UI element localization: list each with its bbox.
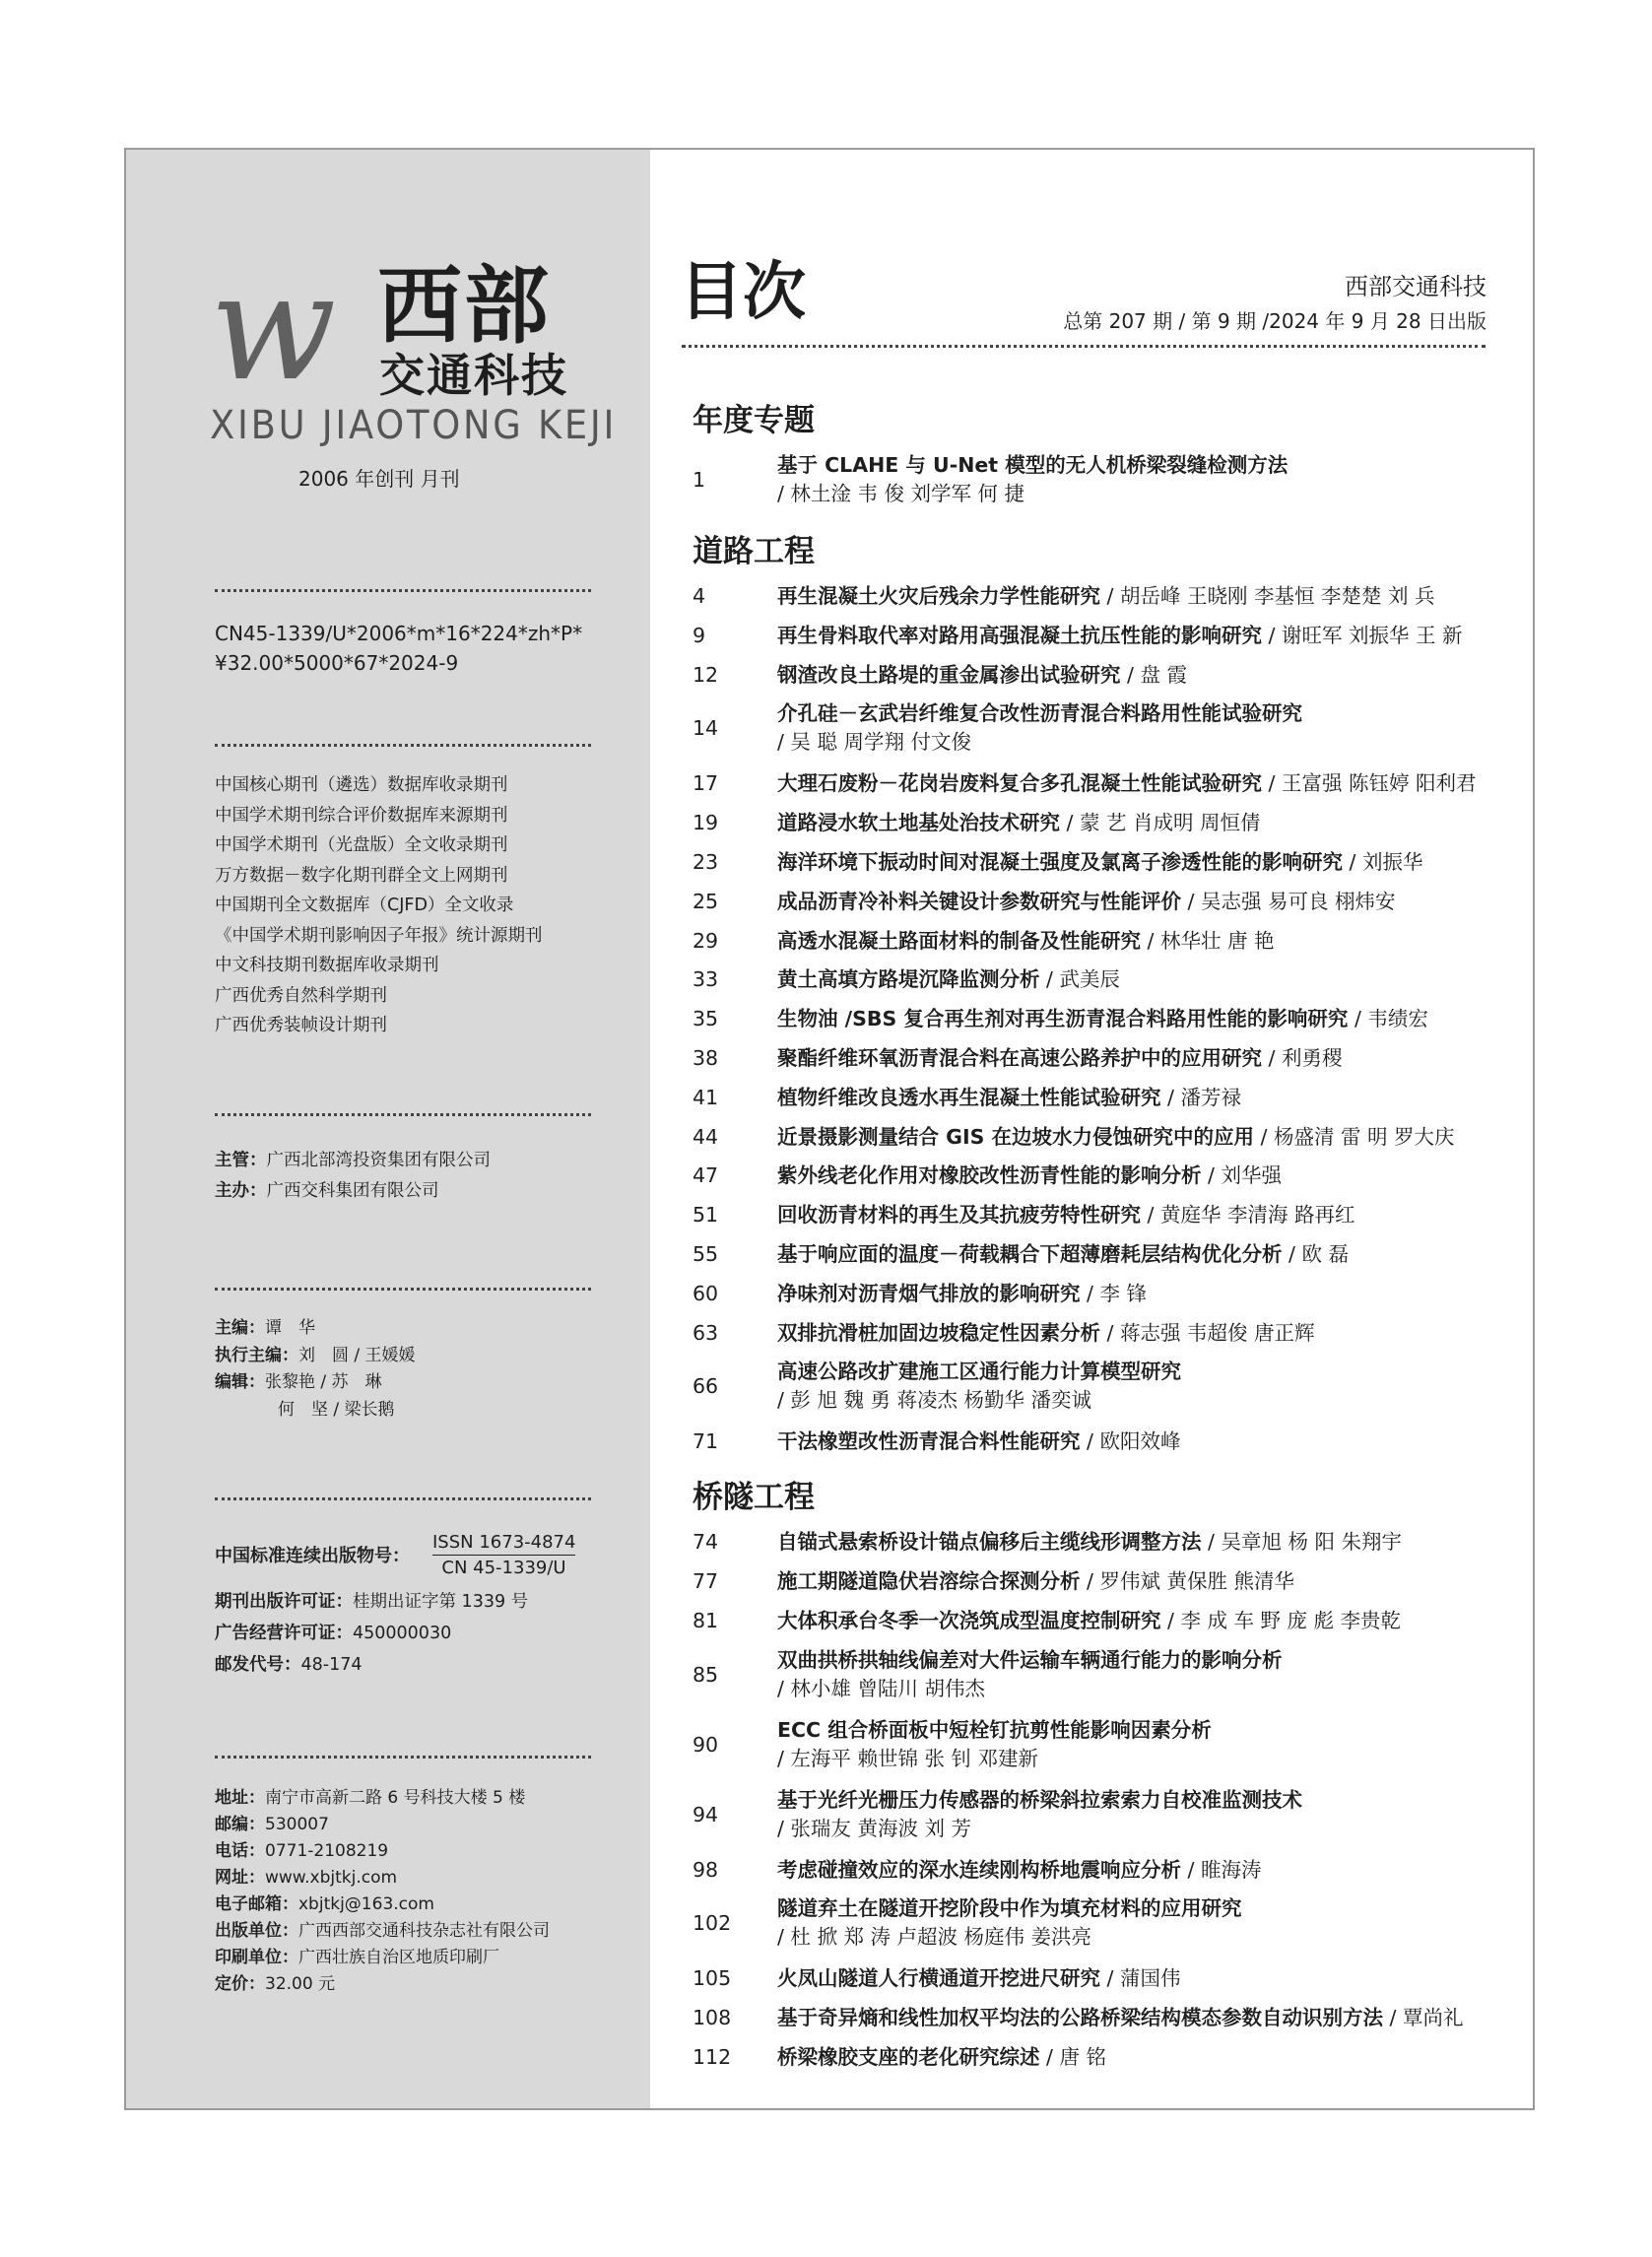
toc-title: 再生骨料取代率对路用高强混凝土抗压性能的影响研究 xyxy=(777,623,1262,647)
license-list xyxy=(215,1586,528,1681)
toc-authors: / 谢旺军 刘振华 王 新 xyxy=(1268,623,1463,647)
toc-title: 再生混凝土火灾后残余力学性能研究 xyxy=(777,584,1100,608)
code-line: CN45-1339/U*2006*m*16*224*zh*P* xyxy=(215,622,583,645)
section-heading: 桥隧工程 xyxy=(693,1480,815,1516)
license-item xyxy=(215,1649,528,1681)
toc-line xyxy=(777,926,1275,957)
divider xyxy=(215,1288,591,1291)
indexing-item: 中文科技期刊数据库收录期刊 xyxy=(215,956,439,975)
toc-line xyxy=(777,1239,1349,1270)
contact-item-value: 32.00 元 xyxy=(265,1974,336,1994)
sponsor-item-label: 主办： xyxy=(215,1180,267,1201)
toc-authors: / 杜 掀 郑 涛 卢超波 杨庭伟 姜洪亮 xyxy=(777,1925,1092,1950)
toc-page-number: 55 xyxy=(693,1242,719,1266)
toc-page-number: 29 xyxy=(693,928,719,953)
toc-authors: / 潘芳禄 xyxy=(1167,1085,1241,1109)
toc-page-number: 77 xyxy=(693,1569,719,1593)
contact-item xyxy=(215,1785,550,1812)
toc-line xyxy=(777,847,1422,878)
toc-page-number: 66 xyxy=(693,1374,719,1399)
indexing-list xyxy=(215,770,543,1041)
divider xyxy=(215,589,591,592)
contact-item-label: 网址： xyxy=(215,1868,265,1888)
toc-line xyxy=(777,1200,1355,1230)
toc-authors: / 韦绩宏 xyxy=(1354,1007,1428,1031)
toc-page-number: 23 xyxy=(693,850,719,874)
toc-title: 海洋环境下振动时间对混凝土强度及氯离子渗透性能的影响研究 xyxy=(777,850,1343,874)
toc-title: 火凤山隧道人行横通道开挖进尺研究 xyxy=(777,1966,1100,1991)
indexing-item: 万方数据－数字化期刊群全文上网期刊 xyxy=(215,865,508,886)
toc-title: 钢渣改良土路堤的重金属渗出试验研究 xyxy=(777,662,1121,687)
editor-item-value: 张黎艳 / 苏 琳 xyxy=(265,1372,382,1392)
toc-authors: / 刘华强 xyxy=(1208,1163,1282,1188)
toc-authors: / 蒙 艺 肖成明 周恒倩 xyxy=(1066,811,1261,835)
toc-title: 植物纤维改良透水再生混凝土性能试验研究 xyxy=(777,1085,1161,1109)
contact-item-value: 南宁市高新二路 6 号科技大楼 5 楼 xyxy=(265,1788,526,1808)
toc-line xyxy=(777,768,1477,799)
toc-page-number: 41 xyxy=(693,1085,719,1109)
logo-name-en: XIBU JIAOTONG KEJI xyxy=(210,403,618,448)
publication-code xyxy=(215,619,582,678)
toc-title: 基于光纤光栅压力传感器的桥梁斜拉索索力自校准监测技术 xyxy=(777,1787,1302,1812)
toc-title: 双曲拱桥拱轴线偏差对大件运输车辆通行能力的影响分析 xyxy=(777,1647,1283,1672)
toc-line xyxy=(777,2003,1463,2033)
toc-authors: / 林土淦 韦 俊 刘学军 何 捷 xyxy=(777,482,1025,505)
contact-item-label: 印刷单位： xyxy=(215,1948,298,1967)
contact-item-value: www.xbjtkj.com xyxy=(265,1868,398,1888)
sponsor-item xyxy=(215,1176,491,1207)
toc-title: 干法橡塑改性沥青混合料性能研究 xyxy=(777,1429,1081,1454)
license-item-label: 广告经营许可证： xyxy=(215,1624,353,1643)
toc-title: 施工期隧道隐伏岩溶综合探测分析 xyxy=(777,1569,1081,1593)
toc-page-number: 81 xyxy=(693,1608,719,1632)
contact-item xyxy=(215,1812,550,1838)
toc-authors: / 林华壮 唐 艳 xyxy=(1147,928,1275,953)
toc-line xyxy=(777,1963,1180,1994)
sponsor-list xyxy=(215,1146,491,1206)
contact-item xyxy=(215,1918,550,1945)
toc-page-number: 44 xyxy=(693,1124,719,1149)
toc-authors: / 左海平 赖世锦 张 钊 邓建新 xyxy=(777,1746,1038,1770)
contact-item-label: 地址： xyxy=(215,1788,265,1808)
logo-name-cn: 西部 xyxy=(377,257,551,356)
toc-title: 高速公路改扩建施工区通行能力计算模型研究 xyxy=(777,1360,1181,1384)
toc-authors: / 刘振华 xyxy=(1349,850,1423,874)
toc-authors: / 李 成 车 野 庞 彪 李贵乾 xyxy=(1167,1608,1402,1632)
toc-line xyxy=(777,1122,1455,1153)
contact-item xyxy=(215,1945,550,1971)
toc-page-number: 33 xyxy=(693,967,719,992)
divider xyxy=(215,1497,591,1500)
page-title: 目次 xyxy=(680,256,806,329)
toc-page-number: 38 xyxy=(693,1046,719,1070)
contact-item-value: 0771-2108219 xyxy=(265,1841,389,1861)
toc-line xyxy=(777,964,1120,995)
toc-page-number: 4 xyxy=(693,584,706,608)
contact-item xyxy=(215,1971,550,1998)
header-divider xyxy=(682,345,1486,348)
contact-item-label: 电话： xyxy=(215,1841,265,1861)
divider xyxy=(215,744,591,747)
toc-authors: / 吴章旭 杨 阳 朱翔宇 xyxy=(1208,1530,1403,1555)
toc-authors: / 胡岳峰 王晓刚 李基恒 李楚楚 刘 兵 xyxy=(1106,584,1435,608)
toc-line xyxy=(777,1855,1261,1886)
divider xyxy=(215,1113,591,1116)
toc-page-number: 90 xyxy=(693,1732,719,1757)
toc-line xyxy=(777,621,1463,651)
toc-line xyxy=(777,1606,1401,1636)
toc-title: 回收沥青材料的再生及其抗疲劳特性研究 xyxy=(777,1203,1141,1228)
toc-page-number: 102 xyxy=(693,1911,732,1936)
editor-item xyxy=(215,1343,416,1370)
issn-number: ISSN 1673-4874 xyxy=(432,1532,576,1553)
toc-page-number: 74 xyxy=(693,1530,719,1555)
toc-authors: / 王富强 陈钰婷 阳利君 xyxy=(1268,771,1477,796)
toc-title: 道路浸水软土地基处治技术研究 xyxy=(777,811,1060,835)
toc-title: 成品沥青冷补料关键设计参数研究与性能评价 xyxy=(777,889,1181,913)
toc-title: 近景摄影测量结合 GIS 在边坡水力侵蚀研究中的应用 xyxy=(777,1124,1254,1149)
toc-title: 桥梁橡胶支座的老化研究综述 xyxy=(777,2045,1040,2069)
editor-list xyxy=(215,1315,416,1424)
toc-authors: / 唐 铭 xyxy=(1046,2045,1106,2069)
toc-authors: / 利勇稷 xyxy=(1268,1046,1343,1070)
toc-title: 考虑碰撞效应的深水连续刚构桥地震响应分析 xyxy=(777,1857,1181,1882)
toc-page-number: 94 xyxy=(693,1802,719,1826)
toc-page-number: 12 xyxy=(693,662,719,687)
toc-authors: / 欧 磊 xyxy=(1289,1242,1349,1266)
toc-page-number: 17 xyxy=(693,771,719,796)
editor-item-value: 刘 圆 / 王媛媛 xyxy=(298,1345,416,1365)
toc-authors: / 欧阳效峰 xyxy=(1087,1429,1181,1454)
divider xyxy=(215,1756,591,1759)
toc-page-number: 51 xyxy=(693,1203,719,1228)
editor-item-label: 执行主编： xyxy=(215,1345,298,1365)
toc-line xyxy=(777,1427,1180,1457)
toc-line xyxy=(777,1279,1147,1309)
contact-item-label: 电子邮箱： xyxy=(215,1894,298,1914)
toc-authors: / 盘 霞 xyxy=(1127,662,1187,687)
toc-title: 双排抗滑桩加固边坡稳定性因素分析 xyxy=(777,1320,1100,1345)
toc-line xyxy=(777,660,1187,691)
toc-line xyxy=(777,1527,1402,1558)
toc-title: ECC 组合桥面板中短栓钉抗剪性能影响因素分析 xyxy=(777,1717,1212,1742)
sponsor-item-value: 广西北部湾投资集团有限公司 xyxy=(266,1151,491,1170)
toc-authors: / 张瑞友 黄海波 刘 芳 xyxy=(777,1816,971,1840)
contact-item-value: xbjtkj@163.com xyxy=(298,1894,434,1914)
toc-authors: / 蒋志强 韦超俊 唐正辉 xyxy=(1106,1320,1315,1345)
indexing-item: 广西优秀自然科学期刊 xyxy=(215,985,387,1006)
editor-item xyxy=(215,1369,416,1397)
code-line: ¥32.00*5000*67*2024-9 xyxy=(215,651,459,675)
toc-line xyxy=(777,2042,1106,2073)
contact-item-label: 出版单位： xyxy=(215,1921,298,1941)
sponsor-item-value: 广西交科集团有限公司 xyxy=(266,1180,439,1201)
toc-title: 大理石废粉－花岗岩废料复合多孔混凝土性能试验研究 xyxy=(777,771,1262,796)
contact-item xyxy=(215,1892,550,1918)
toc-title: 紫外线老化作用对橡胶改性沥青性能的影响分析 xyxy=(777,1163,1202,1188)
toc-authors: / 罗伟斌 黄保胜 熊清华 xyxy=(1087,1569,1294,1593)
toc-title: 隧道弃土在隧道开挖阶段中作为填充材料的应用研究 xyxy=(777,1896,1242,1921)
toc-page-number: 9 xyxy=(693,623,706,647)
toc-line xyxy=(777,1161,1282,1191)
toc-line xyxy=(777,808,1261,838)
indexing-item: 广西优秀装帧设计期刊 xyxy=(215,1016,387,1035)
toc-page-number: 71 xyxy=(693,1429,719,1454)
editor-item-value: 谭 华 xyxy=(265,1318,315,1338)
toc-page-number: 85 xyxy=(693,1662,719,1687)
toc-page-number: 63 xyxy=(693,1320,719,1345)
toc-line xyxy=(777,1043,1342,1074)
sponsor-item-label: 主管： xyxy=(215,1151,267,1170)
toc-authors: / 睢海涛 xyxy=(1187,1857,1262,1882)
toc-authors: / 覃尚礼 xyxy=(1389,2006,1464,2030)
license-item-label: 邮发代号： xyxy=(215,1655,301,1675)
indexing-item: 中国学术期刊（光盘版）全文收录期刊 xyxy=(215,835,508,855)
toc-page-number: 1 xyxy=(693,468,706,492)
toc-title: 聚酯纤维环氧沥青混合料在高速公路养护中的应用研究 xyxy=(777,1046,1262,1070)
contact-item xyxy=(215,1838,550,1865)
contact-item-label: 邮编： xyxy=(215,1815,265,1834)
contact-list xyxy=(215,1785,550,1998)
toc-title: 高透水混凝土路面材料的制备及性能研究 xyxy=(777,928,1141,953)
founded-info: 2006 年创刊 月刊 xyxy=(298,467,460,491)
section-heading: 道路工程 xyxy=(693,534,815,569)
toc-authors: / 彭 旭 魏 勇 蒋凌杰 杨勤华 潘奕诚 xyxy=(777,1388,1092,1413)
toc-authors: / 吴志强 易可良 栩炜安 xyxy=(1187,889,1396,913)
license-item xyxy=(215,1618,528,1649)
toc-title: 净味剂对沥青烟气排放的影响研究 xyxy=(777,1281,1081,1305)
toc-authors: / 蒲国伟 xyxy=(1106,1966,1181,1991)
toc-authors: / 李 锋 xyxy=(1087,1281,1147,1305)
toc-page-number: 14 xyxy=(693,716,719,741)
toc-title: 基于 CLAHE 与 U-Net 模型的无人机桥梁裂缝检测方法 xyxy=(777,453,1289,477)
indexing-item: 《中国学术期刊影响因子年报》统计源期刊 xyxy=(215,925,543,946)
toc-line xyxy=(777,1004,1428,1034)
logo-letter: w xyxy=(210,242,329,414)
issn-label: 中国标准连续出版物号： xyxy=(215,1546,410,1566)
contact-item-label: 定价： xyxy=(215,1974,265,1994)
indexing-item: 中国学术期刊综合评价数据库来源期刊 xyxy=(215,805,508,826)
logo-subname-cn: 交通科技 xyxy=(379,349,568,402)
toc-line xyxy=(777,1083,1241,1113)
contact-item-value: 广西壮族自治区地质印刷厂 xyxy=(298,1948,499,1967)
license-item-value: 48-174 xyxy=(300,1655,363,1675)
license-item-value: 桂期出证字第 1339 号 xyxy=(353,1592,529,1612)
toc-line xyxy=(777,1318,1315,1349)
indexing-item: 中国核心期刊（遴选）数据库收录期刊 xyxy=(215,775,508,795)
toc-line xyxy=(777,581,1435,612)
toc-authors: / 黄庭华 李清海 路再红 xyxy=(1147,1203,1355,1228)
toc-page-number: 108 xyxy=(693,2006,732,2030)
toc-title: 介孔硅－玄武岩纤维复合改性沥青混合料路用性能试验研究 xyxy=(777,701,1302,726)
toc-page-number: 25 xyxy=(693,889,719,913)
toc-title: 自锚式悬索桥设计锚点偏移后主缆线形调整方法 xyxy=(777,1530,1202,1555)
editor-item xyxy=(215,1315,416,1343)
editor-item-value: 何 坚 / 梁长鹅 xyxy=(278,1399,395,1420)
editor-item-label: 编辑： xyxy=(215,1372,265,1392)
license-item-label: 期刊出版许可证： xyxy=(215,1592,353,1612)
indexing-item: 中国期刊全文数据库（CJFD）全文收录 xyxy=(215,896,514,915)
editor-item-label: 主编： xyxy=(215,1318,265,1338)
toc-page-number: 98 xyxy=(693,1857,719,1882)
toc-title: 大体积承台冬季一次浇筑成型温度控制研究 xyxy=(777,1608,1161,1632)
toc-page-number: 105 xyxy=(693,1966,732,1991)
contact-item xyxy=(215,1865,550,1892)
toc-page-number: 112 xyxy=(693,2045,732,2069)
section-heading: 年度专题 xyxy=(693,403,815,438)
toc-title: 生物油 /SBS 复合再生剂对再生沥青混合料路用性能的影响研究 xyxy=(777,1007,1349,1031)
toc-authors: / 杨盛清 雷 明 罗大庆 xyxy=(1260,1124,1455,1149)
toc-page-number: 60 xyxy=(693,1281,719,1305)
toc-authors: / 武美辰 xyxy=(1046,967,1120,992)
toc-title: 黄土高填方路堤沉降监测分析 xyxy=(777,967,1040,992)
toc-page-number: 35 xyxy=(693,1007,719,1031)
toc-title: 基于奇异熵和线性加权平均法的公路桥梁结构模态参数自动识别方法 xyxy=(777,2006,1383,2030)
sponsor-item xyxy=(215,1146,491,1176)
toc-authors: / 吴 聪 周学翔 付文俊 xyxy=(777,730,971,755)
toc-title: 基于响应面的温度－荷载耦合下超薄磨耗层结构优化分析 xyxy=(777,1242,1283,1266)
toc-line xyxy=(777,1566,1294,1597)
contact-item-value: 530007 xyxy=(265,1815,329,1834)
contact-item-value: 广西西部交通科技杂志社有限公司 xyxy=(298,1921,550,1941)
license-item xyxy=(215,1586,528,1618)
journal-name: 西部交通科技 xyxy=(1345,273,1487,300)
license-item-value: 450000030 xyxy=(353,1624,452,1643)
toc-page-number: 47 xyxy=(693,1163,719,1188)
issue-info: 总第 207 期 / 第 9 期 /2024 年 9 月 28 日出版 xyxy=(1063,309,1487,333)
toc-authors: / 林小雄 曾陆川 胡伟杰 xyxy=(777,1676,985,1700)
cn-number: CN 45-1339/U xyxy=(441,1558,566,1578)
editor-item xyxy=(215,1397,416,1425)
issn-fraction xyxy=(432,1532,575,1578)
toc-page-number: 19 xyxy=(693,811,719,835)
toc-line xyxy=(777,887,1396,917)
